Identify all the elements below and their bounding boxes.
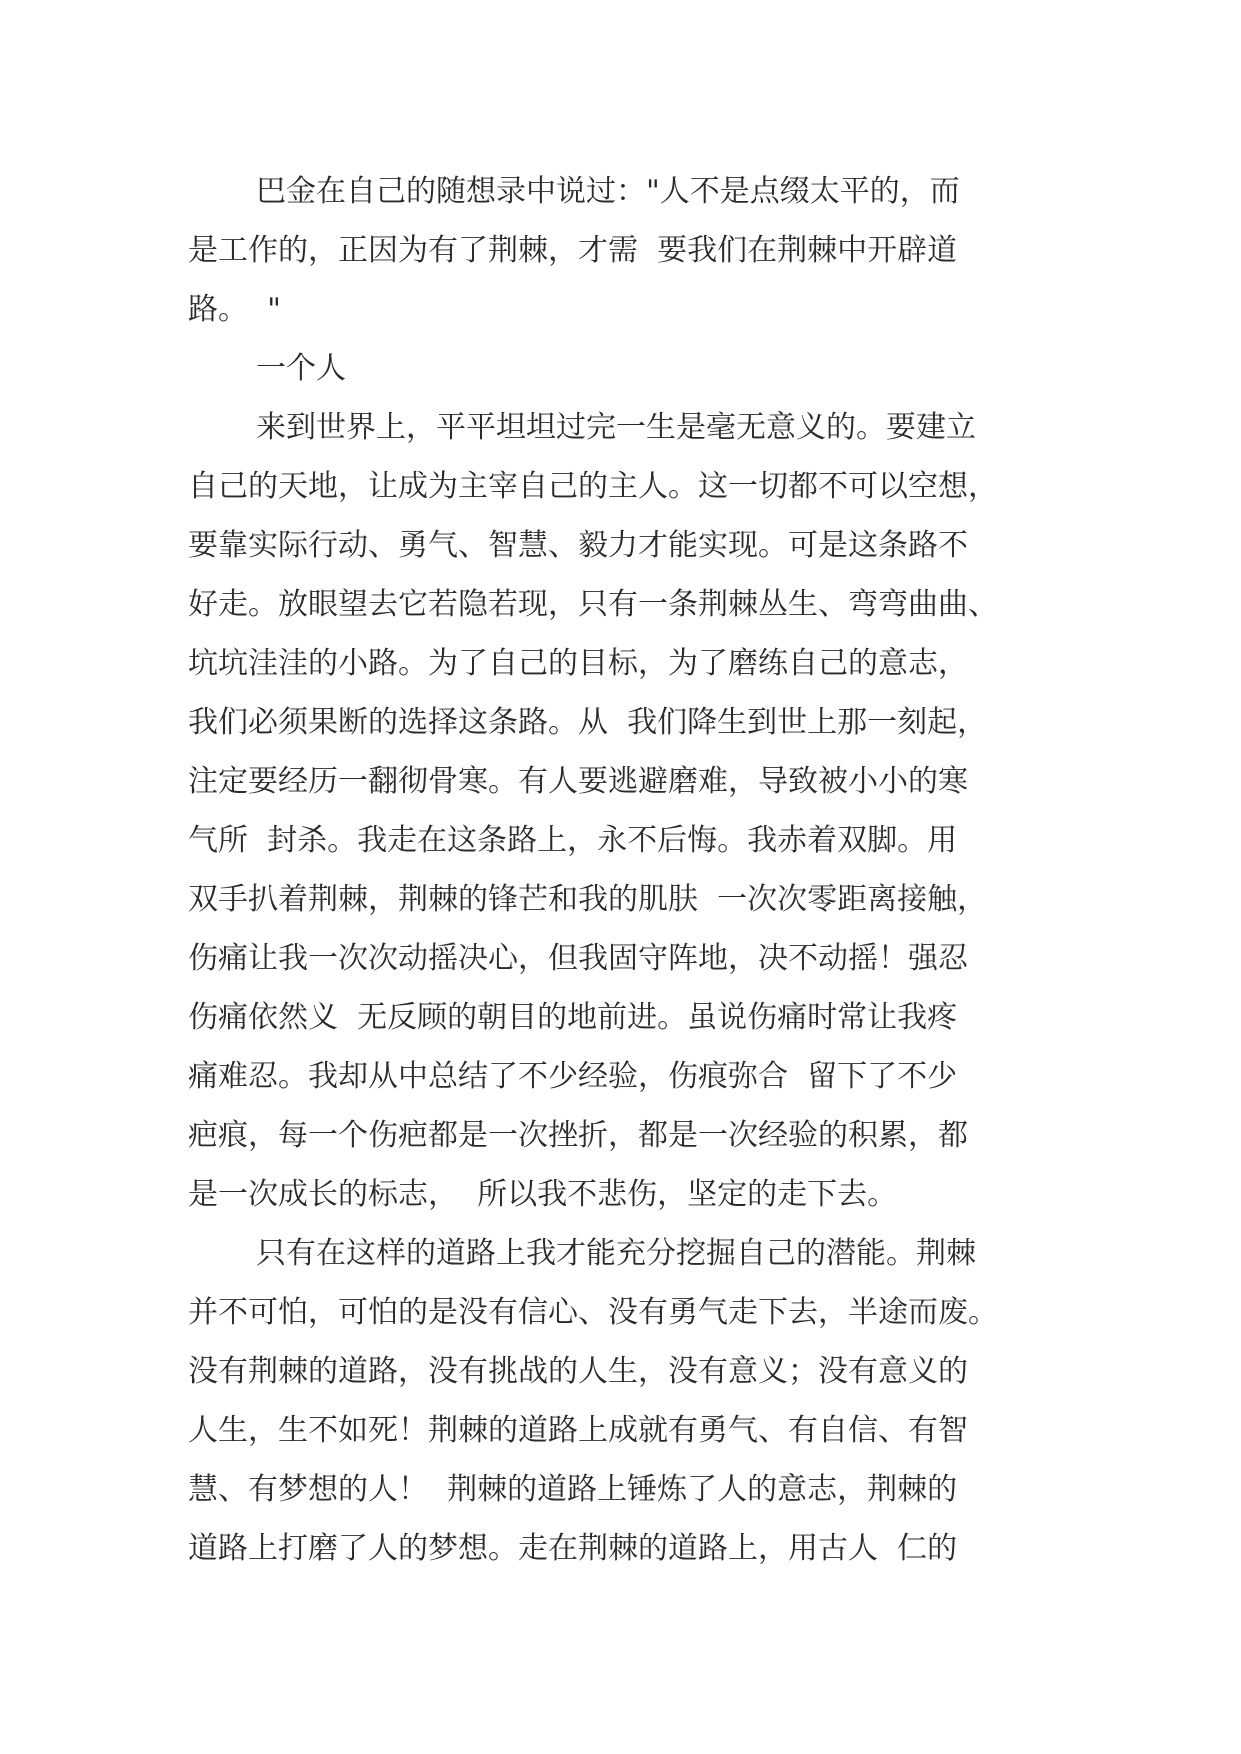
text-line: 一个人 <box>256 351 346 386</box>
text-line: 疤痕，每一个伤疤都是一次挫折，都是一次经验的积累，都 <box>188 1118 968 1153</box>
document-body <box>188 162 1068 1578</box>
text-line: 路。 " <box>188 292 281 327</box>
text-line: 伤痛依然义 无反顾的朝目的地前进。虽说伤痛时常让我疼 <box>188 1000 958 1035</box>
text-line: 双手扒着荆棘，荆棘的锋芒和我的肌肤 一次次零距离接触， <box>188 882 988 917</box>
text-line: 气所 封杀。我走在这条路上，永不后悔。我赤着双脚。用 <box>188 823 958 858</box>
text-line: 痛难忍。我却从中总结了不少经验，伤痕弥合 留下了不少 <box>188 1059 958 1094</box>
text-line: 要靠实际行动、勇气、智慧、毅力才能实现。可是这条路不 <box>188 528 968 563</box>
text-line: 道路上打磨了人的梦想。走在荆棘的道路上，用古人 仁的 <box>188 1531 958 1566</box>
text-line: 来到世界上，平平坦坦过完一生是毫无意义的。要建立 <box>256 410 976 445</box>
text-line: 是一次成长的标志， 所以我不悲伤，坚定的走下去。 <box>188 1177 898 1212</box>
text-line: 自己的天地，让成为主宰自己的主人。这一切都不可以空想， <box>188 469 998 504</box>
text-line: 是工作的，正因为有了荆棘，才需 要我们在荆棘中开辟道 <box>188 233 958 268</box>
text-line: 好走。放眼望去它若隐若现，只有一条荆棘丛生、弯弯曲曲、 <box>188 587 998 622</box>
text-line: 坑坑洼洼的小路。为了自己的目标，为了磨练自己的意志， <box>188 646 968 681</box>
text-line: 慧、有梦想的人！ 荆棘的道路上锤炼了人的意志，荆棘的 <box>188 1472 958 1507</box>
text-line: 并不可怕，可怕的是没有信心、没有勇气走下去，半途而废。 <box>188 1295 998 1330</box>
text-line: 人生，生不如死！荆棘的道路上成就有勇气、有自信、有智 <box>188 1413 968 1448</box>
text-line: 没有荆棘的道路，没有挑战的人生，没有意义；没有意义的 <box>188 1354 968 1389</box>
text-line: 我们必须果断的选择这条路。从 我们降生到世上那一刻起， <box>188 705 988 740</box>
text-line: 只有在这样的道路上我才能充分挖掘自己的潜能。荆棘 <box>256 1236 976 1271</box>
text-line: 注定要经历一翻彻骨寒。有人要逃避磨难，导致被小小的寒 <box>188 764 968 799</box>
text-line: 巴金在自己的随想录中说过："人不是点缀太平的，而 <box>256 174 960 209</box>
text-line: 伤痛让我一次次动摇决心，但我固守阵地，决不动摇！强忍 <box>188 941 968 976</box>
